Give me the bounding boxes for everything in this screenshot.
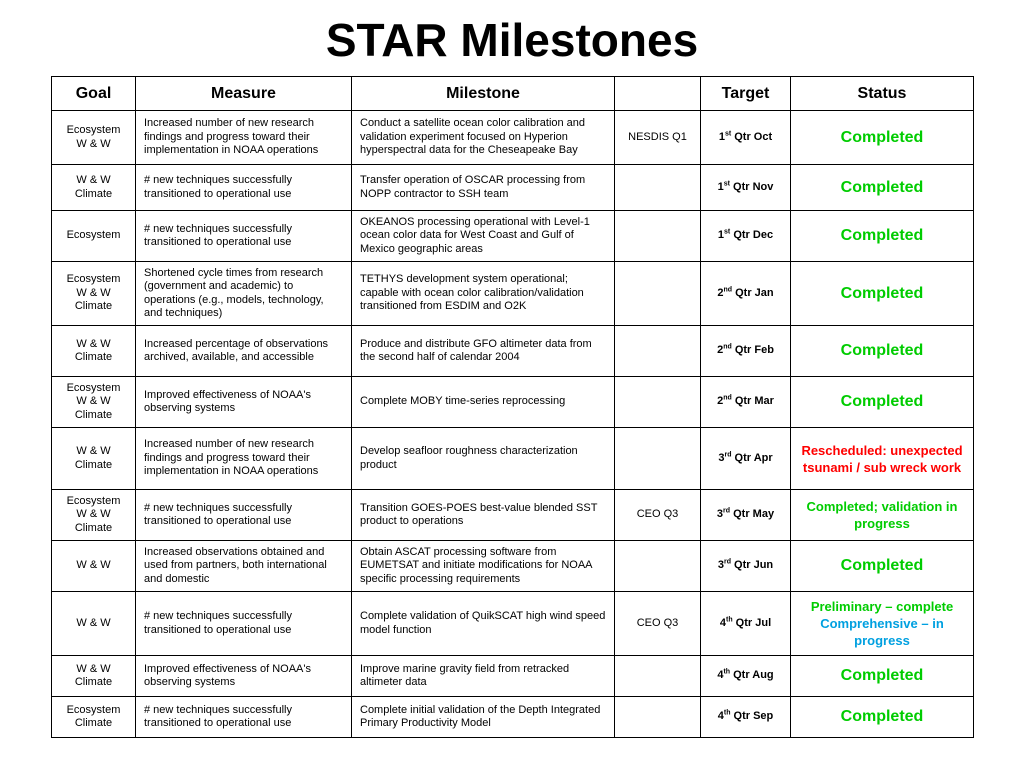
goal-line: Ecosystem [66, 381, 121, 394]
target-number: 2 [717, 344, 724, 357]
goal-line: Climate [74, 187, 113, 200]
status-text: Completed [840, 128, 924, 146]
table-row [52, 656, 974, 697]
measure-cell: # new techniques successfully transitioned to operational use [136, 165, 352, 211]
goal-line: W & W [76, 662, 111, 675]
measure-cell: Improved effectiveness of NOAA's observing systems [136, 656, 352, 697]
goal-cell [52, 697, 136, 738]
measure-cell: # new techniques successfully transitioned to operational use [136, 697, 352, 738]
status-text: Completed [840, 342, 924, 359]
goal-line: Ecosystem [66, 494, 121, 507]
extra-cell [615, 165, 701, 211]
target-number: 1 [718, 130, 725, 143]
target-period: Qtr Aug [733, 669, 774, 682]
header-target: Target [701, 77, 791, 111]
status-text: Completed [840, 667, 924, 684]
target-cell [701, 165, 791, 211]
target-cell [701, 490, 791, 541]
status-text: Completed; validation in progress [806, 499, 958, 531]
header-status: Status [791, 77, 974, 111]
milestone-cell: Obtain ASCAT processing software from EUMETSAT and initiate modifications for NOAA specific processing requirements [352, 541, 615, 592]
extra-cell: NESDIS Q1 [615, 111, 701, 165]
target-period: Qtr Oct [734, 130, 773, 143]
status-cell [791, 656, 974, 697]
target-ordinal: rd [723, 558, 731, 566]
target-number: 4 [719, 616, 726, 629]
goal-cell [52, 377, 136, 428]
goal-line: Ecosystem [66, 273, 121, 286]
target-number: 4 [717, 669, 724, 682]
target-period: Qtr Jan [735, 286, 774, 299]
page-title: STAR Milestones [325, 14, 699, 66]
target-ordinal: nd [723, 394, 732, 402]
table-body [52, 111, 974, 738]
target-cell [701, 541, 791, 592]
target-ordinal: th [723, 709, 731, 717]
target-number: 1 [717, 229, 725, 242]
goal-line: Ecosystem [66, 229, 121, 242]
table-row [52, 262, 974, 326]
table-row [52, 428, 974, 490]
table-row [52, 165, 974, 211]
target-period: Qtr Jun [734, 559, 774, 572]
target-cell [701, 697, 791, 738]
goal-line: Climate [74, 676, 113, 688]
goal-line: W & W [76, 337, 111, 350]
target-ordinal: st [724, 130, 732, 138]
goal-cell [52, 111, 136, 165]
goal-cell [52, 326, 136, 377]
goal-line: Ecosystem [66, 124, 121, 136]
status-text: Rescheduled: unexpected tsunami / sub wreck work [801, 442, 963, 475]
status-cell [791, 592, 974, 656]
target-period: Qtr Jul [735, 616, 772, 629]
milestone-cell: Produce and distribute GFO altimeter data from the second half of calendar 2004 [352, 326, 615, 377]
target-number: 3 [717, 559, 724, 572]
milestone-cell: Complete validation of QuikSCAT high wind speed model function [352, 592, 615, 656]
measure-cell: # new techniques successfully transitioned to operational use [136, 211, 352, 262]
target-number: 3 [718, 451, 725, 464]
table-row [52, 111, 974, 165]
target-cell [701, 377, 791, 428]
goal-line: W & W [76, 559, 111, 572]
status-cell [791, 211, 974, 262]
goal-line: Climate [74, 351, 113, 363]
target-ordinal: rd [723, 507, 731, 515]
status-text: Completed [840, 227, 924, 244]
milestone-cell: Complete initial validation of the Depth Integrated Primary Productivity Model [352, 697, 615, 738]
extra-cell [615, 262, 701, 326]
milestone-cell: TETHYS development system operational; capable with ocean color calibration/validation transitioned from ESDIM and O2K [352, 262, 615, 326]
target-cell [701, 326, 791, 377]
goal-line: W & W [76, 616, 111, 629]
status-cell [791, 377, 974, 428]
status-cell [791, 262, 974, 326]
goal-line: W & W [76, 508, 111, 521]
measure-cell: Increased number of new research findings and progress toward their implementation in NOAA operations [136, 111, 352, 165]
target-number: 4 [717, 710, 724, 723]
status-text: Completed [840, 178, 924, 196]
extra-cell [615, 211, 701, 262]
goal-cell [52, 428, 136, 490]
goal-line: Climate [74, 717, 113, 729]
goal-cell [52, 262, 136, 326]
target-cell [701, 262, 791, 326]
target-cell [701, 111, 791, 165]
goal-line: Climate [74, 458, 113, 471]
measure-cell: Increased percentage of observations archived, available, and accessible [136, 326, 352, 377]
target-ordinal: nd [723, 343, 732, 351]
milestone-cell: Improve marine gravity field from retracked altimeter data [352, 656, 615, 697]
table-row [52, 211, 974, 262]
goal-line: W & W [76, 137, 111, 150]
target-ordinal: st [724, 228, 731, 236]
target-cell [701, 428, 791, 490]
target-cell [701, 656, 791, 697]
status-text: Comprehensive – in progress [820, 616, 944, 648]
target-number: 1 [717, 180, 724, 193]
target-period: Qtr Mar [734, 395, 774, 408]
status-text: Preliminary – complete [810, 599, 954, 614]
goal-cell [52, 541, 136, 592]
status-text: Completed [840, 708, 924, 725]
goal-line: Climate [74, 300, 113, 313]
extra-cell [615, 697, 701, 738]
milestone-cell: Complete MOBY time-series reprocessing [352, 377, 615, 428]
goal-line: W & W [76, 174, 111, 186]
target-period: Qtr Sep [733, 710, 774, 723]
extra-cell [615, 656, 701, 697]
measure-cell: Shortened cycle times from research (government and academic) to operations (e.g., models, technology, and techniques) [136, 262, 352, 326]
measure-cell: Increased observations obtained and used from partners, both international and domestic [136, 541, 352, 592]
milestones-table [51, 76, 974, 738]
extra-cell [615, 377, 701, 428]
header-row [52, 77, 974, 111]
goal-cell [52, 211, 136, 262]
status-cell [791, 490, 974, 541]
target-ordinal: st [723, 180, 730, 188]
target-cell [701, 592, 791, 656]
extra-cell [615, 428, 701, 490]
target-ordinal: nd [723, 286, 733, 294]
goal-line: W & W [76, 445, 111, 457]
target-period: Qtr Nov [733, 180, 774, 193]
table-row [52, 326, 974, 377]
extra-cell [615, 541, 701, 592]
header-milestone: Milestone [352, 77, 615, 111]
status-cell [791, 111, 974, 165]
status-cell [791, 165, 974, 211]
table-row [52, 541, 974, 592]
header-measure: Measure [136, 77, 352, 111]
milestone-cell: OKEANOS processing operational with Level-1 ocean color data for West Coast and Gulf of Mexico geographic areas [352, 211, 615, 262]
goal-line: W & W [76, 286, 111, 299]
milestone-cell: Transfer operation of OSCAR processing from NOPP contractor to SSH team [352, 165, 615, 211]
target-ordinal: rd [724, 451, 732, 459]
status-text: Completed [840, 557, 924, 574]
target-number: 2 [717, 286, 724, 299]
measure-cell: # new techniques successfully transitioned to operational use [136, 592, 352, 656]
goal-cell [52, 592, 136, 656]
goal-line: Climate [74, 408, 113, 421]
table-row [52, 490, 974, 541]
target-number: 3 [716, 508, 724, 521]
table-row [52, 592, 974, 656]
status-cell [791, 326, 974, 377]
goal-line: Climate [74, 521, 113, 534]
extra-cell: CEO Q3 [615, 592, 701, 656]
table-row [52, 377, 974, 428]
target-period: Qtr Feb [734, 344, 774, 357]
extra-cell [615, 326, 701, 377]
milestone-cell: Transition GOES-POES best-value blended SST product to operations [352, 490, 615, 541]
measure-cell: # new techniques successfully transitioned to operational use [136, 490, 352, 541]
target-period: Qtr Dec [733, 229, 774, 242]
status-text: Completed [840, 393, 924, 410]
milestone-cell: Develop seafloor roughness characterization product [352, 428, 615, 490]
target-number: 2 [717, 395, 724, 408]
status-cell [791, 541, 974, 592]
goal-line: Ecosystem [66, 703, 121, 716]
header-extra [615, 77, 701, 111]
goal-line: W & W [76, 395, 111, 408]
table-row [52, 697, 974, 738]
measure-cell: Increased number of new research findings and progress toward their implementation in NOAA operations [136, 428, 352, 490]
extra-cell: CEO Q3 [615, 490, 701, 541]
status-cell [791, 697, 974, 738]
target-period: Qtr Apr [734, 451, 773, 464]
goal-cell [52, 490, 136, 541]
header-goal: Goal [52, 77, 136, 111]
measure-cell: Improved effectiveness of NOAA's observing systems [136, 377, 352, 428]
target-cell [701, 211, 791, 262]
goal-cell [52, 656, 136, 697]
goal-cell [52, 165, 136, 211]
target-ordinal: th [723, 668, 731, 676]
status-cell [791, 428, 974, 490]
target-period: Qtr May [733, 508, 775, 521]
status-text: Completed [840, 284, 924, 302]
target-ordinal: th [726, 616, 733, 624]
milestone-cell: Conduct a satellite ocean color calibration and validation experiment focused on Hyperion hyperspectral data for the Cheseapeake Bay [352, 111, 615, 165]
